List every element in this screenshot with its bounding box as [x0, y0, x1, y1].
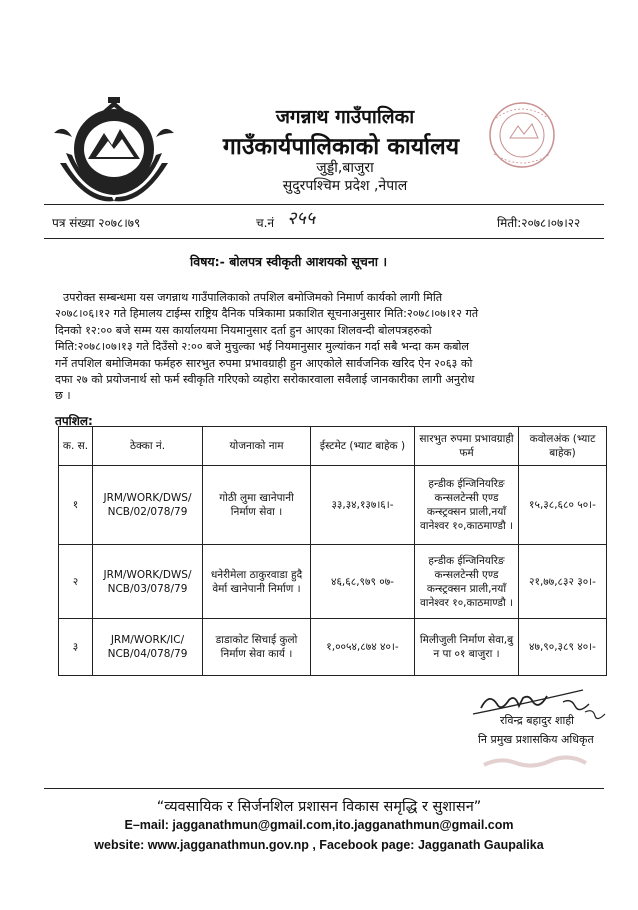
cell-project: गोठी लुमा खानेपानी निर्माण सेवा ।	[203, 466, 311, 545]
cell-bid: ४७,९०,३८९ ४०।-	[519, 619, 607, 676]
header-divider	[44, 204, 604, 205]
signatory-designation: नि प्रमुख प्रशासकिय अधिकृत	[478, 733, 594, 746]
dispatch-number: २५५	[287, 208, 316, 229]
column-header-estimate: ईस्टमेट (भ्याट बाहेक )	[311, 427, 415, 466]
signatory-name: रविन्द्र बहादुर शाही	[500, 714, 575, 727]
cell-sn: ३	[59, 619, 93, 676]
reference-number: पत्र संख्या २०७८।७९	[52, 216, 141, 230]
meta-divider	[44, 238, 604, 239]
notice-body	[55, 290, 603, 405]
office-seal-stamp-icon	[486, 98, 558, 172]
column-header-contract: ठेक्का नं.	[93, 427, 203, 466]
cell-bid: २१,७७,८३२ ३०।-	[519, 545, 607, 619]
website-line: website: www.jagganathmun.gov.np , Facebook page: Jagganath Gaupalika	[94, 838, 544, 852]
designation-stamp-icon	[480, 751, 590, 773]
cell-estimate: १,००५४,८७४ ४०।-	[311, 619, 415, 676]
body-line: उपरोक्त सम्बन्धमा यस जगन्नाथ गाउँपालिकाको तपशिल बमोजिमको निमार्ण कार्यको लागी मिति	[63, 291, 443, 304]
column-header-project: योजनाको नाम	[203, 427, 311, 466]
table-row	[59, 466, 607, 545]
table-row	[59, 619, 607, 676]
table-label: तपशिल:	[55, 414, 93, 428]
table-header-row	[59, 427, 607, 466]
office-name: जगन्नाथ गाउँपालिका	[275, 106, 415, 128]
nepal-emblem-icon	[52, 93, 176, 205]
address-line-1: जुड्डी,बाजुरा	[316, 160, 374, 176]
cell-sn: २	[59, 545, 93, 619]
motto: “व्यवसायिक र सिर्जनशिल प्रशासन विकास समृद्धि र सुशासन”	[156, 799, 482, 815]
cell-contract: JRM/WORK/DWS/ NCB/03/078/79	[93, 545, 203, 619]
table-row	[59, 545, 607, 619]
cell-contract: JRM/WORK/IC/ NCB/04/078/79	[93, 619, 203, 676]
body-line: छ ।	[55, 389, 71, 403]
column-header-sn: क. स.	[59, 427, 93, 466]
column-header-firm: सारभुत रुपमा प्रभावग्राही फर्म	[415, 427, 519, 466]
subject-line: विषय:- बोलपत्र स्वीकृती आशयको सूचना ।	[190, 254, 388, 269]
office-title: गाउँकार्यपालिकाको कार्यालय	[222, 134, 460, 160]
cell-project: डाडाकोट सिचाई कुलो निर्माण सेवा कार्य ।	[203, 619, 311, 676]
email-line: E–mail: jagganathmun@gmail.com,ito.jagganathmun@gmail.com	[124, 818, 514, 832]
body-line: २०७८।०६।१२ गते हिमालय टाईम्स राष्ट्रिय दैनिक पत्रिकामा प्रकाशित सूचनाअनुसार मिति:२०७८।०७।१२ गते	[55, 307, 479, 321]
cell-estimate: ३३,३४,१३७।६।-	[311, 466, 415, 545]
details-table	[58, 426, 607, 676]
footer-divider	[44, 788, 604, 789]
letter-date: मिती:२०७८।०७।२२	[497, 216, 581, 230]
body-line: मिति:२०७८।०७।१३ गते दिउँसो २:०० बजे मुचुल्का भई नियमानुसार मुल्यांकन गर्दा सबै भन्दा कम कबोल	[55, 340, 469, 354]
cell-bid: १५,३८,६८० ५०।-	[519, 466, 607, 545]
cell-project: धनेरीमेला ठाकुरवाडा हुदै वेर्मा खानेपानी निर्माण ।	[203, 545, 311, 619]
cell-firm: हन्डीक ईन्जिनियरिङ कन्सलटेन्सी एण्ड कन्स्ट्रक्सन प्राली,नयाँ वानेश्वर १०,काठमाण्डौ ।	[415, 545, 519, 619]
cell-contract: JRM/WORK/DWS/ NCB/02/078/79	[93, 466, 203, 545]
cell-sn: १	[59, 466, 93, 545]
cell-firm: मिलीजुली निर्माण सेवा,बु न पा ०१ बाजुरा ।	[415, 619, 519, 676]
cell-estimate: ४६,६८,९७९ ०७-	[311, 545, 415, 619]
body-line: गर्ने तपशिल बमोजिमका फर्महरु सारभुत रुपमा प्रभावग्राही हुन आएकोले सार्वजनिक खरिद ऐन २०६३ को	[55, 356, 473, 370]
address-line-2: सुदुरपश्चिम प्रदेश ,नेपाल	[282, 178, 408, 194]
column-header-bid: कवोलअंक (भ्याट बाहेक)	[519, 427, 607, 466]
body-line: दफा २७ को प्रयोजनार्थ सो फर्म स्वीकृति गरिएको व्यहोरा सरोकारवाला सवैलाई जानकारीका लागी अनुरोध	[55, 373, 475, 387]
cell-firm: हन्डीक ईन्जिनियरिङ कन्सलटेन्सी एण्ड कन्स्ट्रक्सन प्राली,नयाँ वानेश्वर १०,काठमाण्डौ ।	[415, 466, 519, 545]
body-line: दिनको १२:०० बजे सम्म यस कार्यालयमा नियमानुसार दर्ता हुन आएका शिलवन्दी बोलपत्रहरुको	[55, 323, 432, 337]
dispatch-label: च.नं	[256, 216, 275, 230]
